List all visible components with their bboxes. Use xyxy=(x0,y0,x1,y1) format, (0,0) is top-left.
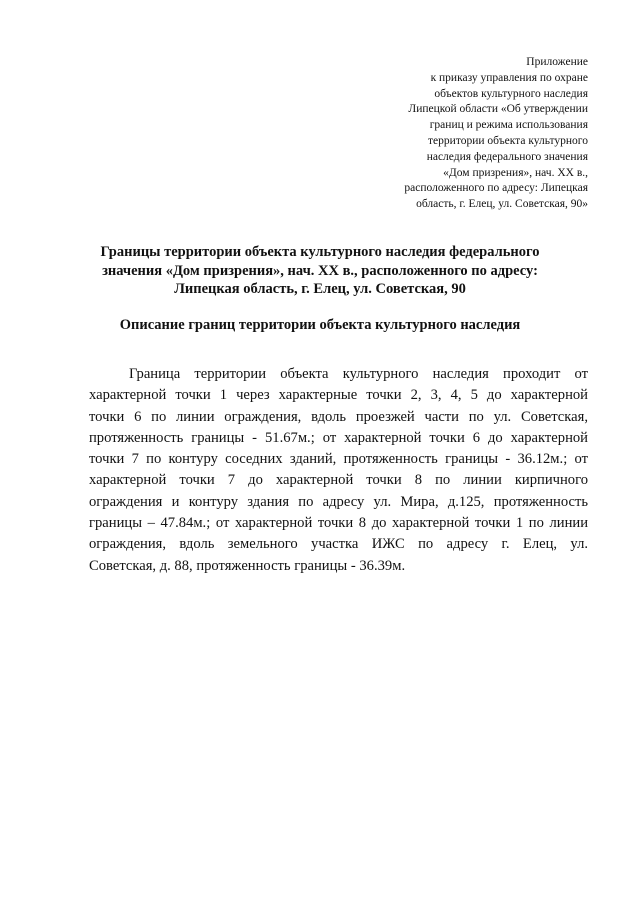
paragraph-line: ограждения, вдоль земельного участка ИЖС по адресу г. Елец, ул. xyxy=(89,536,588,553)
paragraph-line: точки 6 по линии ограждения, вдоль проезжей части по ул. Советская, xyxy=(89,408,588,425)
paragraph-line: точки 7 по контуру соседних зданий, протяженность границы - 36.12м.; от xyxy=(89,451,588,468)
appendix-line: наследия федерального значения xyxy=(426,150,588,163)
appendix-header xyxy=(328,55,588,213)
boundary-description xyxy=(89,364,588,577)
paragraph-line: Граница территории объекта культурного наследия проходит от xyxy=(129,366,588,382)
appendix-line: Липецкой области «Об утверждении xyxy=(408,103,588,116)
title-line: значения «Дом призрения», нач. XX в., расположенного по адресу: xyxy=(102,262,538,279)
title-line: Липецкая область, г. Елец, ул. Советская, 90 xyxy=(174,281,466,297)
paragraph-line: ограждения и контуру здания по адресу ул. Мира, д.125, протяженность xyxy=(89,493,588,510)
appendix-line: область, г. Елец, ул. Советская, 90» xyxy=(416,198,588,211)
section-heading: Описание границ территории объекта культурного наследия xyxy=(119,317,521,333)
paragraph-line: характерной точки 1 через характерные точки 2, 3, 4, 5 до характерной xyxy=(89,387,588,404)
appendix-line: «Дом призрения», нач. XX в., xyxy=(443,166,588,179)
appendix-line: границ и режима использования xyxy=(429,119,588,132)
appendix-line: расположенного по адресу: Липецкая xyxy=(404,182,588,195)
paragraph-line: характерной точки 7 до характерной точки 8 по линии кирпичного xyxy=(89,472,588,489)
appendix-line: Приложение xyxy=(526,56,588,68)
document-title xyxy=(60,243,580,299)
paragraph-line: границы – 47.84м.; от характерной точки 8 до характерной точки 1 по линии xyxy=(89,515,588,532)
title-line: Границы территории объекта культурного наследия федерального xyxy=(100,244,540,260)
paragraph-line: Советская, д. 88, протяженность границы - 36.39м. xyxy=(89,557,406,574)
paragraph-line: протяженность границы - 51.67м.; от характерной точки 6 до характерной xyxy=(89,429,588,446)
appendix-line: территории объекта культурного xyxy=(428,134,588,147)
appendix-line: к приказу управления по охране xyxy=(430,71,588,84)
appendix-line: объектов культурного наследия xyxy=(434,87,588,100)
